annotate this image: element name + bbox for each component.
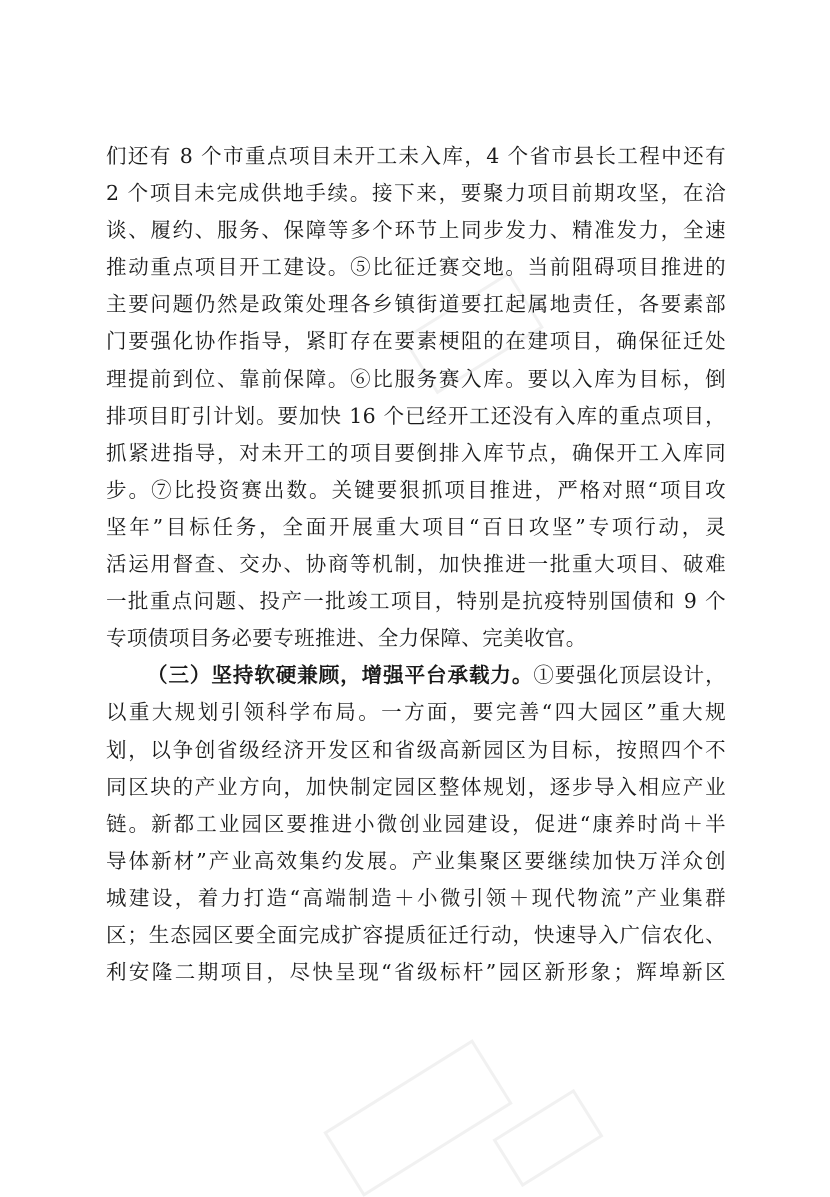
text-line: 以重大规划引领科学布局。一方面，要完善“四大园区”重大规 (106, 700, 726, 725)
text-line: 们还有 8 个市重点项目未开工未入库，4 个省市县长工程中还有 (106, 144, 726, 168)
text-line: 抓紧进指导，对未开工的项目要倒排入库节点，确保开工入库同 (106, 440, 726, 465)
text-line: 划，以争创省级经济开发区和省级高新园区为目标，按照四个不 (106, 737, 726, 762)
text-line: 谈、履约、服务、保障等多个环节上同步发力、精准发力，全速 (106, 218, 726, 243)
paragraph-heading-line (106, 657, 726, 694)
text-line: 排项目盯引计划。要加快 16 个已经开工还没有入库的重点项目， (106, 403, 726, 428)
document-body (106, 138, 726, 991)
text-line: 活运用督查、交办、协商等机制，加快推进一批重大项目、破难 (106, 552, 726, 577)
watermark (323, 1039, 513, 1197)
text-line: 坚年”目标任务，全面开展重大项目“百日攻坚”专项行动，灵 (106, 514, 726, 539)
text-line: 一批重点问题、投产一批竣工项目，特别是抗疫特别国债和 9 个 (106, 589, 726, 614)
text-line: 门要强化协作指导，紧盯存在要素梗阻的在建项目，确保征迁处 (106, 329, 726, 354)
text-line: 链。新都工业园区要推进小微创业园建设，促进“康养时尚＋半 (106, 811, 726, 836)
watermark (492, 1089, 603, 1187)
text-line: 同区块的产业方向，加快制定园区整体规划，逐步导入相应产业 (106, 774, 726, 799)
text-line: 导体新材”产业高效集约发展。产业集聚区要继续加快万洋众创 (106, 848, 726, 873)
text-line: 理提前到位、靠前保障。⑥比服务赛入库。要以入库为目标，倒 (106, 366, 726, 391)
text-line: 主要问题仍然是政策处理各乡镇街道要扛起属地责任，各要素部 (106, 292, 726, 317)
text-line: 专项债项目务必要专班推进、全力保障、完美收官。 (106, 626, 587, 651)
text-span: ①要强化顶层设计， (533, 663, 726, 688)
text-line: 区；生态园区要全面完成扩容提质征迁行动，快速导入广信农化、 (106, 922, 726, 947)
text-line: 推动重点项目开工建设。⑤比征迁赛交地。当前阻碍项目推进的 (106, 255, 726, 280)
text-line: 城建设，着力打造“高端制造＋小微引领＋现代物流”产业集群 (106, 885, 726, 910)
section-heading: （三）坚持软硬兼顾，增强平台承载力。 (147, 663, 534, 688)
text-line: 步。⑦比投资赛出数。关键要狠抓项目推进，严格对照“项目攻 (106, 477, 726, 502)
text-line: 2 个项目未完成供地手续。接下来，要聚力项目前期攻坚，在洽 (106, 181, 726, 206)
text-line: 利安隆二期项目，尽快呈现“省级标杆”园区新形象；辉埠新区 (106, 960, 726, 985)
